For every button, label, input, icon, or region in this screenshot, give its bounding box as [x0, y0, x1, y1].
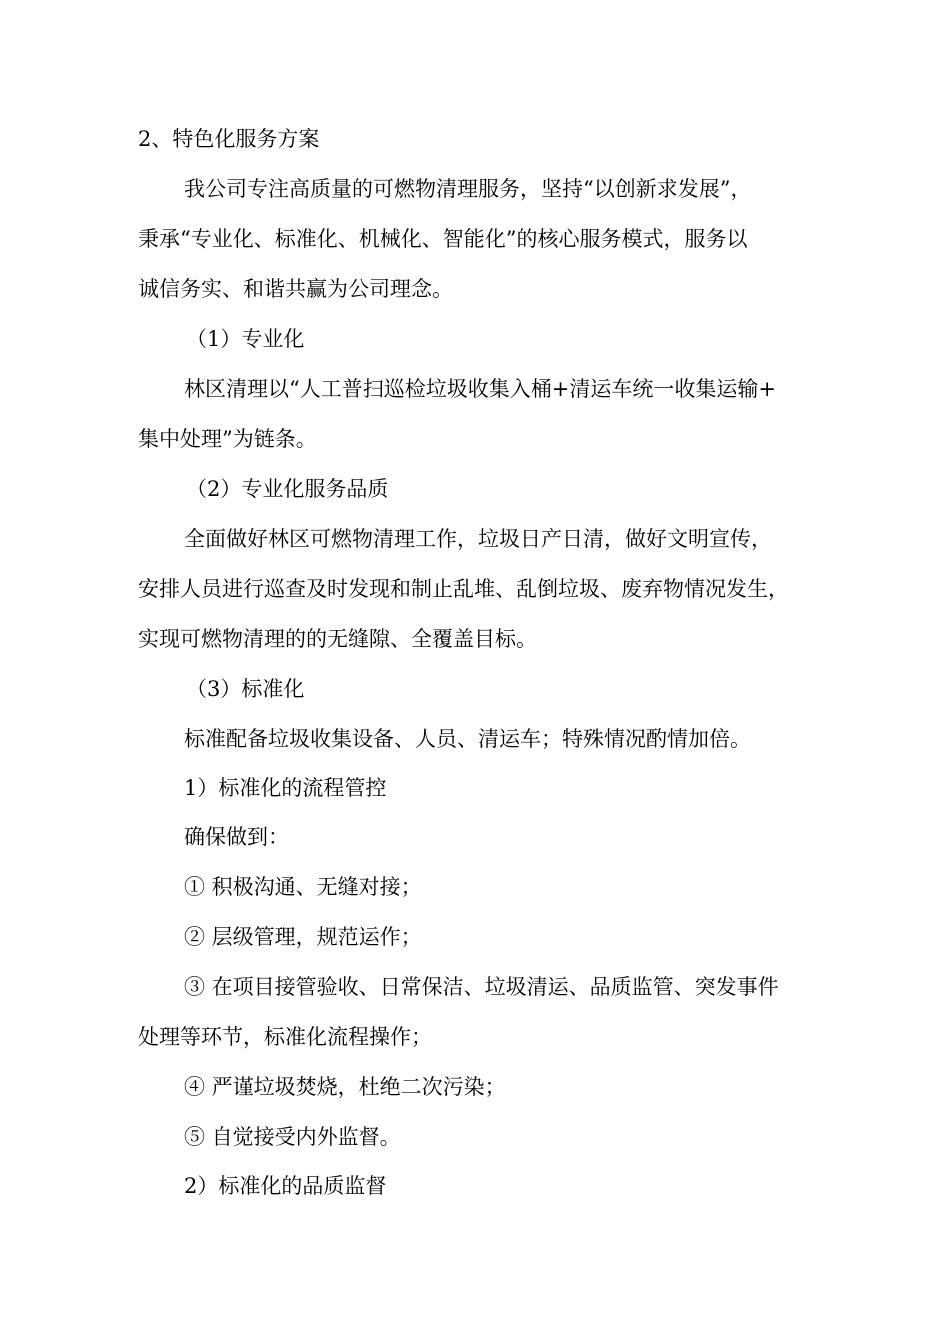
- section-3-title: （3）标准化: [186, 677, 305, 701]
- section-2-line-2: 安排人员进行巡查及时发现和制止乱堆、乱倒垃圾、废弃物情况发生，: [138, 577, 789, 601]
- section-1-line-2: 集中处理”为链条。: [138, 427, 317, 451]
- list-item: ④ 严谨垃圾焚烧，杜绝二次污染；: [184, 1075, 506, 1099]
- section-1-title: （1）专业化: [186, 327, 305, 351]
- intro-line-3: 诚信务实、和谐共赢为公司理念。: [138, 277, 453, 301]
- section-2-line-3: 实现可燃物清理的的无缝隙、全覆盖目标。: [138, 627, 537, 651]
- section-2-line-1: 全面做好林区可燃物清理工作，垃圾日产日清，做好文明宣传，: [184, 527, 772, 551]
- list-item: ① 积极沟通、无缝对接；: [184, 875, 422, 899]
- section-heading: 2、特色化服务方案: [138, 127, 320, 151]
- subsection-2-title: 2）标准化的品质监督: [184, 1174, 387, 1198]
- section-2-title: （2）专业化服务品质: [186, 477, 389, 501]
- section-3-body: 标准配备垃圾收集设备、人员、清运车；特殊情况酌情加倍。: [184, 727, 751, 751]
- list-item-continuation: 处理等环节，标准化流程操作；: [138, 1025, 432, 1049]
- list-item: ② 层级管理，规范运作；: [184, 925, 422, 949]
- intro-line-1: 我公司专注高质量的可燃物清理服务，坚持“以创新求发展”，: [184, 177, 752, 201]
- intro-line-2: 秉承“专业化、标准化、机械化、智能化”的核心服务模式，服务以: [138, 227, 748, 251]
- subsection-1-title: 1）标准化的流程管控: [184, 776, 387, 800]
- list-item: ③ 在项目接管验收、日常保洁、垃圾清运、品质监管、突发事件: [184, 975, 779, 999]
- section-1-line-1: 林区清理以“人工普扫巡检垃圾收集入桶+清运车统一收集运输+: [184, 377, 776, 401]
- subsection-1-lead: 确保做到：: [184, 825, 289, 849]
- list-item: ⑤ 自觉接受内外监督。: [184, 1125, 401, 1149]
